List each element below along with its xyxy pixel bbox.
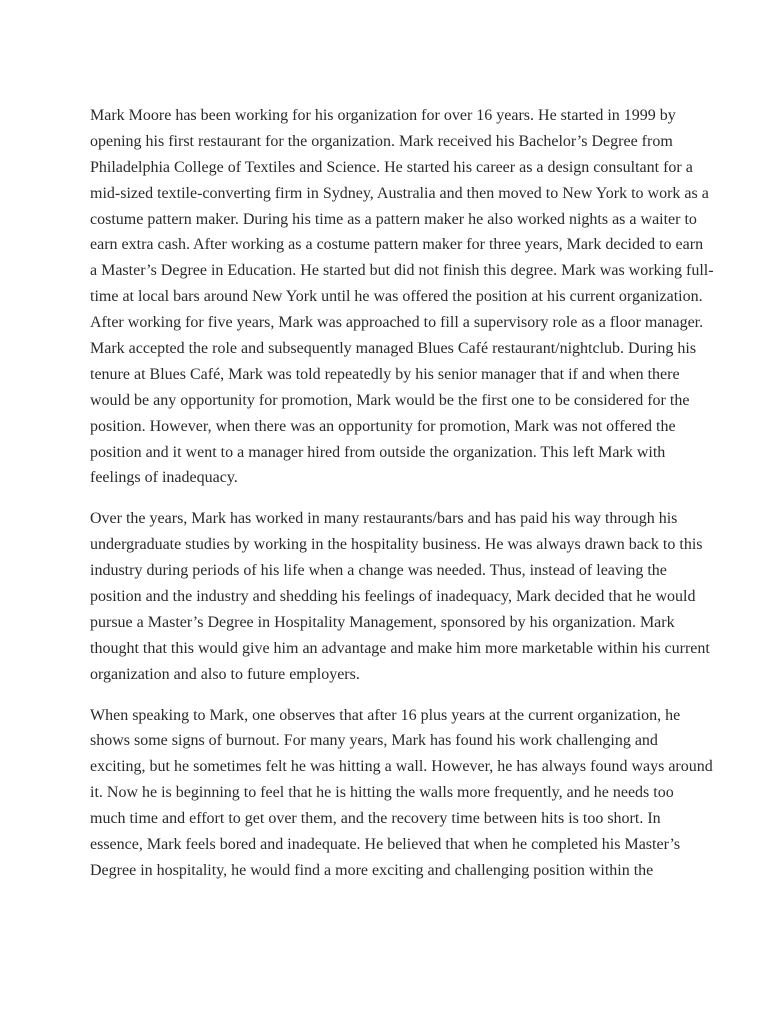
text-line: feelings of inadequacy.: [90, 469, 238, 487]
text-line: undergraduate studies by working in the hospitality business. He was always drawn back to this: [90, 536, 703, 554]
text-line: Over the years, Mark has worked in many restaurants/bars and has paid his way through his: [90, 510, 678, 528]
paragraph-1: [90, 103, 720, 491]
text-line: essence, Mark feels bored and inadequate. He believed that when he completed his Master’s: [90, 836, 681, 854]
text-line: pursue a Master’s Degree in Hospitality Management, sponsored by his organization. Mark: [90, 613, 675, 631]
text-line: Mark Moore has been working for his organization for over 16 years. He started in 1999 by: [90, 107, 676, 124]
text-line: costume pattern maker. During his time as a pattern maker he also worked nights as a waiter to: [90, 210, 697, 228]
text-line: a Master’s Degree in Education. He started but did not finish this degree. Mark was working full-: [90, 262, 714, 280]
text-line: position. However, when there was an opportunity for promotion, Mark was not offered the: [90, 417, 676, 435]
text-line: Philadelphia College of Textiles and Science. He started his career as a design consultant for a: [90, 158, 693, 176]
text-line: industry during periods of his life when a change was needed. Thus, instead of leaving the: [90, 562, 667, 580]
text-line: thought that this would give him an advantage and make him more marketable within his current: [90, 639, 710, 657]
document-page: [90, 103, 720, 899]
text-line: Mark accepted the role and subsequently managed Blues Café restaurant/nightclub. During his: [90, 340, 697, 358]
text-line: earn extra cash. After working as a costume pattern maker for three years, Mark decided to earn: [90, 236, 704, 254]
text-line: After working for five years, Mark was approached to fill a supervisory role as a floor manager.: [90, 314, 704, 332]
text-line: When speaking to Mark, one observes that after 16 plus years at the current organization, he: [90, 706, 681, 724]
text-line: opening his first restaurant for the organization. Mark received his Bachelor’s Degree from: [90, 132, 673, 150]
paragraph-3: [90, 703, 720, 884]
text-line: exciting, but he sometimes felt he was hitting a wall. However, he has always found ways around: [90, 758, 713, 776]
text-line: would be any opportunity for promotion, Mark would be the first one to be considered for the: [90, 391, 690, 409]
text-line: time at local bars around New York until he was offered the position at his current organization.: [90, 288, 703, 306]
text-line: Degree in hospitality, he would find a more exciting and challenging position within the: [90, 861, 654, 879]
text-line: mid-sized textile-converting firm in Sydney, Australia and then moved to New York to work as a: [90, 184, 709, 202]
text-line: organization and also to future employers.: [90, 665, 360, 683]
text-line: position and the industry and shedding his feelings of inadequacy, Mark decided that he would: [90, 588, 696, 606]
paragraph-2: [90, 506, 720, 687]
text-line: tenure at Blues Café, Mark was told repeatedly by his senior manager that if and when there: [90, 365, 680, 383]
text-line: much time and effort to get over them, and the recovery time between hits is too short. In: [90, 810, 661, 828]
text-line: position and it went to a manager hired from outside the organization. This left Mark with: [90, 443, 666, 461]
text-line: shows some signs of burnout. For many years, Mark has found his work challenging and: [90, 732, 658, 750]
text-line: it. Now he is beginning to feel that he is hitting the walls more frequently, and he needs too: [90, 784, 674, 802]
